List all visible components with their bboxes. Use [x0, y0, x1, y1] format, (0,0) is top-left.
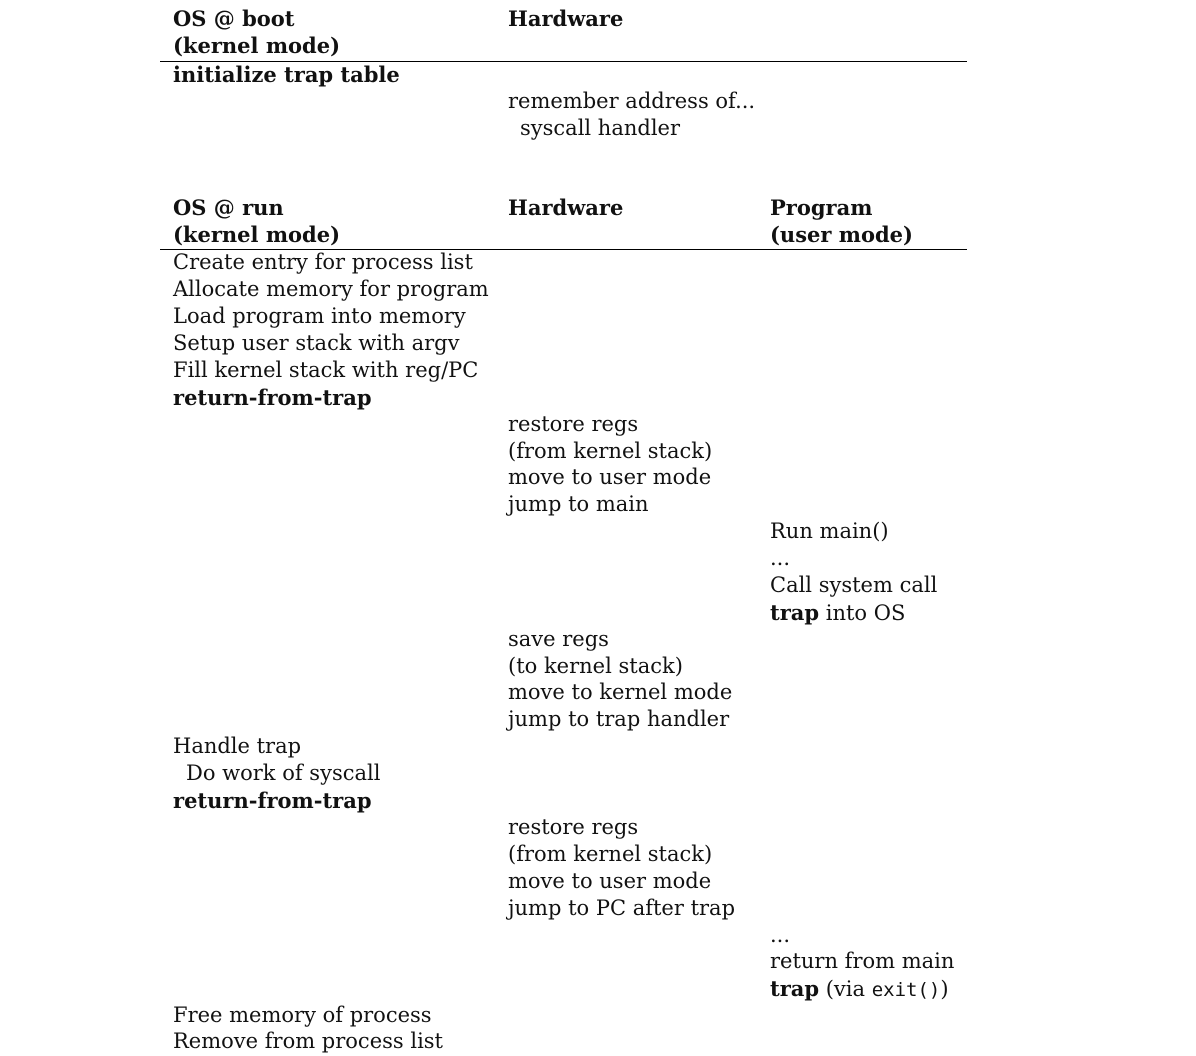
prog-step-ellipsis-1: ... — [770, 546, 791, 570]
boot-hw-row-syscall-handler: syscall handler — [520, 116, 681, 140]
trap-keyword-2: trap — [770, 976, 820, 1001]
hw-step-user-mode-2: move to user mode — [508, 869, 712, 893]
run-hardware-header: Hardware — [508, 195, 624, 220]
hw-step-save-regs: save regs — [508, 627, 609, 651]
boot-hw-row-remember: remember address of... — [508, 89, 756, 113]
prog-step-run-main: Run main() — [770, 519, 889, 543]
os-step-allocate-memory: Allocate memory for program — [173, 277, 489, 301]
boot-os-header-line2: (kernel mode) — [173, 33, 341, 58]
os-step-return-from-trap-2: return-from-trap — [173, 788, 372, 813]
prog-step-trap-into-os — [770, 599, 905, 627]
prog-step-return-main: return from main — [770, 949, 955, 973]
os-step-free-memory: Free memory of process — [173, 1003, 432, 1027]
trap-into-os-rest: into OS — [819, 601, 906, 625]
prog-step-call-syscall: Call system call — [770, 573, 938, 597]
hw-step-restore-regs-1: restore regs — [508, 412, 639, 436]
run-os-header-line2: (kernel mode) — [173, 222, 341, 247]
os-step-handle-trap: Handle trap — [173, 734, 302, 758]
os-step-fill-kernel-stack: Fill kernel stack with reg/PC — [173, 358, 479, 382]
boot-hardware-header: Hardware — [508, 6, 624, 31]
boot-os-row-trap-table: initialize trap table — [173, 62, 400, 87]
hw-step-from-kernel-stack-2: (from kernel stack) — [508, 842, 713, 866]
hw-step-to-kernel-stack: (to kernel stack) — [508, 654, 683, 678]
os-step-create-entry: Create entry for process list — [173, 250, 473, 274]
via-close: ) — [940, 977, 949, 1001]
via-open: (via — [819, 977, 872, 1001]
hw-step-user-mode-1: move to user mode — [508, 465, 712, 489]
hw-step-jump-pc-after-trap: jump to PC after trap — [508, 896, 736, 920]
boot-os-header-line1: OS @ boot — [173, 6, 295, 31]
hw-step-jump-main: jump to main — [508, 492, 649, 516]
run-os-header-line1: OS @ run — [173, 195, 284, 220]
hw-step-jump-trap-handler: jump to trap handler — [508, 707, 730, 731]
run-program-header-line2: (user mode) — [770, 222, 913, 247]
run-program-header-line1: Program — [770, 195, 873, 220]
prog-step-trap-exit — [770, 975, 949, 1004]
os-step-do-syscall-work: Do work of syscall — [186, 761, 381, 785]
exit-code: exit() — [871, 979, 941, 1001]
hw-step-restore-regs-2: restore regs — [508, 815, 639, 839]
hw-step-from-kernel-stack-1: (from kernel stack) — [508, 439, 713, 463]
os-step-load-program: Load program into memory — [173, 304, 466, 328]
os-step-return-from-trap-1: return-from-trap — [173, 385, 372, 410]
trap-keyword: trap — [770, 600, 820, 625]
os-step-remove-from-list: Remove from process list — [173, 1029, 443, 1053]
os-step-setup-stack: Setup user stack with argv — [173, 331, 460, 355]
hw-step-kernel-mode: move to kernel mode — [508, 680, 733, 704]
prog-step-ellipsis-2: ... — [770, 923, 791, 947]
